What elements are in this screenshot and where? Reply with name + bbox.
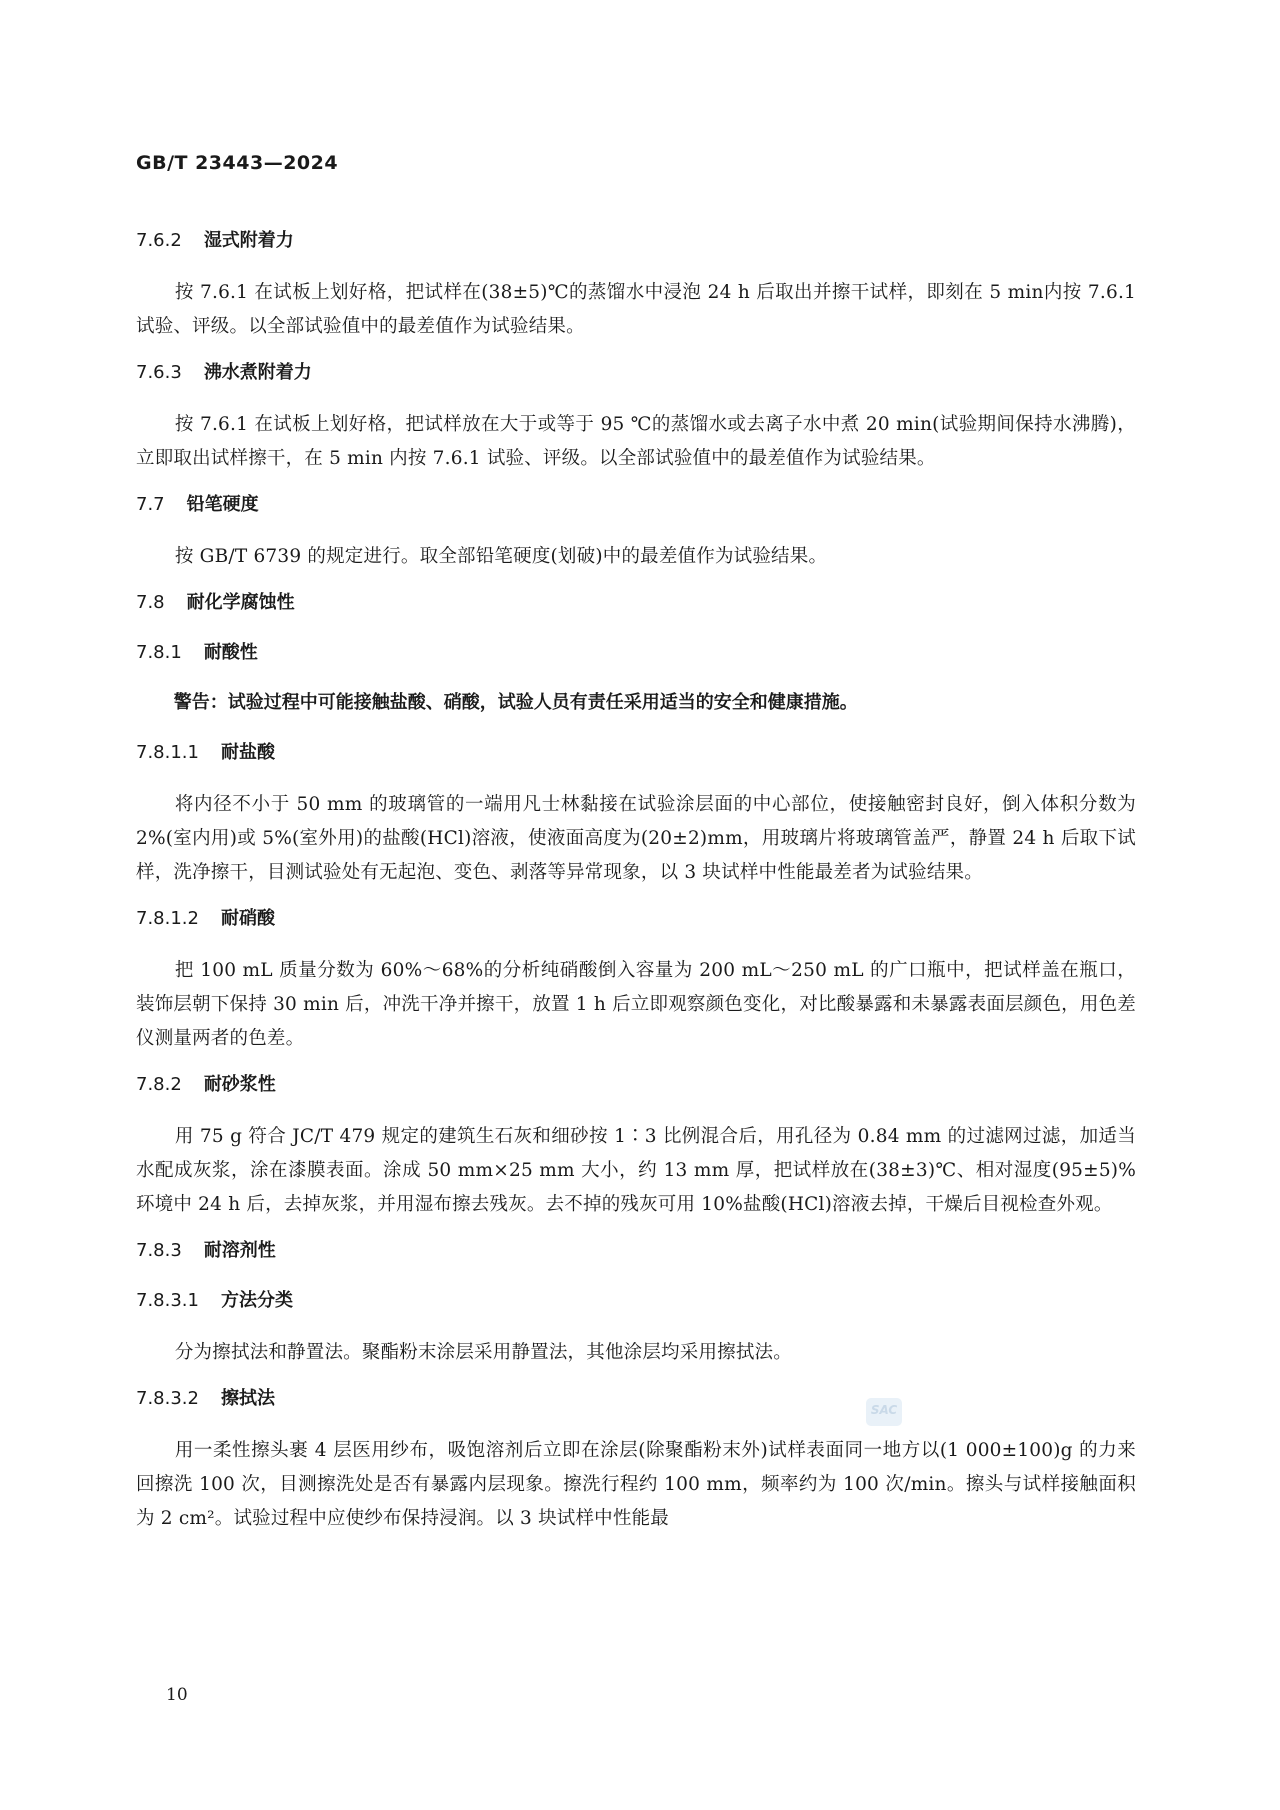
section-heading-7-8 bbox=[136, 588, 1136, 618]
safety-warning: 警告：试验过程中可能接触盐酸、硝酸，试验人员有责任采用适当的安全和健康措施。 bbox=[173, 692, 858, 713]
section-paragraph-7-8-3-2: 用一柔性擦头裹 4 层医用纱布，吸饱溶剂后立即在涂层(除聚酯粉末外)试样表面同一地方以(1 000±100)g 的力来回擦洗 100 次，目测擦洗处是否有暴露内层现象。擦洗行程约 100 mm，频率约为 100 次/min。擦头与试样接触面积为 2 cm²。试验过程中应使纱布保持浸润。以 3 块试样中性能最 bbox=[136, 1440, 1136, 1529]
section-title: 擦拭法 bbox=[220, 1388, 275, 1409]
section-number: 7.7 bbox=[136, 494, 165, 515]
section-number: 7.8 bbox=[136, 592, 165, 613]
section-heading-7-8-1-1 bbox=[136, 738, 1136, 768]
page-content bbox=[136, 226, 1136, 1550]
section-title: 方法分类 bbox=[220, 1290, 293, 1311]
section-number: 7.8.1 bbox=[136, 642, 182, 663]
section-heading-7-8-1 bbox=[136, 638, 1136, 668]
section-number: 7.8.2 bbox=[136, 1074, 182, 1095]
section-number: 7.8.3 bbox=[136, 1240, 182, 1261]
section-number: 7.8.3.1 bbox=[136, 1290, 199, 1311]
section-paragraph-7-8-1-2: 把 100 mL 质量分数为 60%～68%的分析纯硝酸倒入容量为 200 mL～250 mL 的广口瓶中，把试样盖在瓶口，装饰层朝下保持 30 min 后，冲洗干净并擦干，放置 1 h 后立即观察颜色变化，对比酸暴露和未暴露表面层颜色，用色差仪测量两者的色差。 bbox=[136, 960, 1136, 1049]
section-number: 7.6.3 bbox=[136, 362, 182, 383]
section-number: 7.8.1.1 bbox=[136, 742, 199, 763]
section-title: 耐盐酸 bbox=[220, 742, 275, 763]
section-paragraph-7-6-3: 按 7.6.1 在试板上划好格，把试样放在大于或等于 95 ℃的蒸馏水或去离子水中煮 20 min(试验期间保持水沸腾)，立即取出试样擦干，在 5 min 内按 7.6.1 试验、评级。以全部试验值中的最差值作为试验结果。 bbox=[136, 414, 1136, 469]
section-heading-7-6-2 bbox=[136, 226, 1136, 256]
section-paragraph-7-8-1-1: 将内径不小于 50 mm 的玻璃管的一端用凡士林黏接在试验涂层面的中心部位，使接触密封良好，倒入体积分数为 2%(室内用)或 5%(室外用)的盐酸(HCl)溶液，使液面高度为(20±2)mm，用玻璃片将玻璃管盖严，静置 24 h 后取下试样，洗净擦干，目测试验处有无起泡、变色、剥落等异常现象，以 3 块试样中性能最差者为试验结果。 bbox=[136, 794, 1136, 883]
document-code: GB/T 23443—2024 bbox=[136, 152, 339, 174]
section-title: 耐硝酸 bbox=[220, 908, 275, 929]
section-heading-7-6-3 bbox=[136, 358, 1136, 388]
section-heading-7-7 bbox=[136, 490, 1136, 520]
section-title: 耐砂浆性 bbox=[203, 1074, 276, 1095]
section-title: 沸水煮附着力 bbox=[203, 362, 312, 383]
page-number: 10 bbox=[166, 1685, 188, 1705]
section-heading-7-8-3 bbox=[136, 1236, 1136, 1266]
section-title: 铅笔硬度 bbox=[186, 494, 259, 515]
watermark-text: SAC bbox=[870, 1403, 898, 1417]
section-title: 湿式附着力 bbox=[203, 230, 294, 251]
section-heading-7-8-3-1 bbox=[136, 1286, 1136, 1316]
section-heading-7-8-3-2 bbox=[136, 1384, 1136, 1414]
section-paragraph-7-7: 按 GB/T 6739 的规定进行。取全部铅笔硬度(划破)中的最差值作为试验结果。 bbox=[174, 546, 828, 567]
sac-watermark-logo bbox=[866, 1398, 902, 1426]
section-number: 7.8.3.2 bbox=[136, 1388, 199, 1409]
section-number: 7.8.1.2 bbox=[136, 908, 199, 929]
section-title: 耐溶剂性 bbox=[203, 1240, 276, 1261]
section-heading-7-8-2 bbox=[136, 1070, 1136, 1100]
section-heading-7-8-1-2 bbox=[136, 904, 1136, 934]
section-number: 7.6.2 bbox=[136, 230, 182, 251]
section-paragraph-7-8-3-1: 分为擦拭法和静置法。聚酯粉末涂层采用静置法，其他涂层均采用擦拭法。 bbox=[174, 1342, 792, 1363]
section-paragraph-7-8-2: 用 75 g 符合 JC/T 479 规定的建筑生石灰和细砂按 1∶3 比例混合后，用孔径为 0.84 mm 的过滤网过滤，加适当水配成灰浆，涂在漆膜表面。涂成 50 mm×25 mm 大小，约 13 mm 厚，把试样放在(38±3)℃、相对湿度(95±5)%环境中 24 h 后，去掉灰浆，并用湿布擦去残灰。去不掉的残灰可用 10%盐酸(HCl)溶液去掉，干燥后目视检查外观。 bbox=[136, 1126, 1136, 1215]
section-title: 耐化学腐蚀性 bbox=[186, 592, 295, 613]
section-title: 耐酸性 bbox=[203, 642, 258, 663]
section-paragraph-7-6-2: 按 7.6.1 在试板上划好格，把试样在(38±5)℃的蒸馏水中浸泡 24 h 后取出并擦干试样，即刻在 5 min内按 7.6.1 试验、评级。以全部试验值中的最差值作为试验结果。 bbox=[136, 282, 1136, 337]
